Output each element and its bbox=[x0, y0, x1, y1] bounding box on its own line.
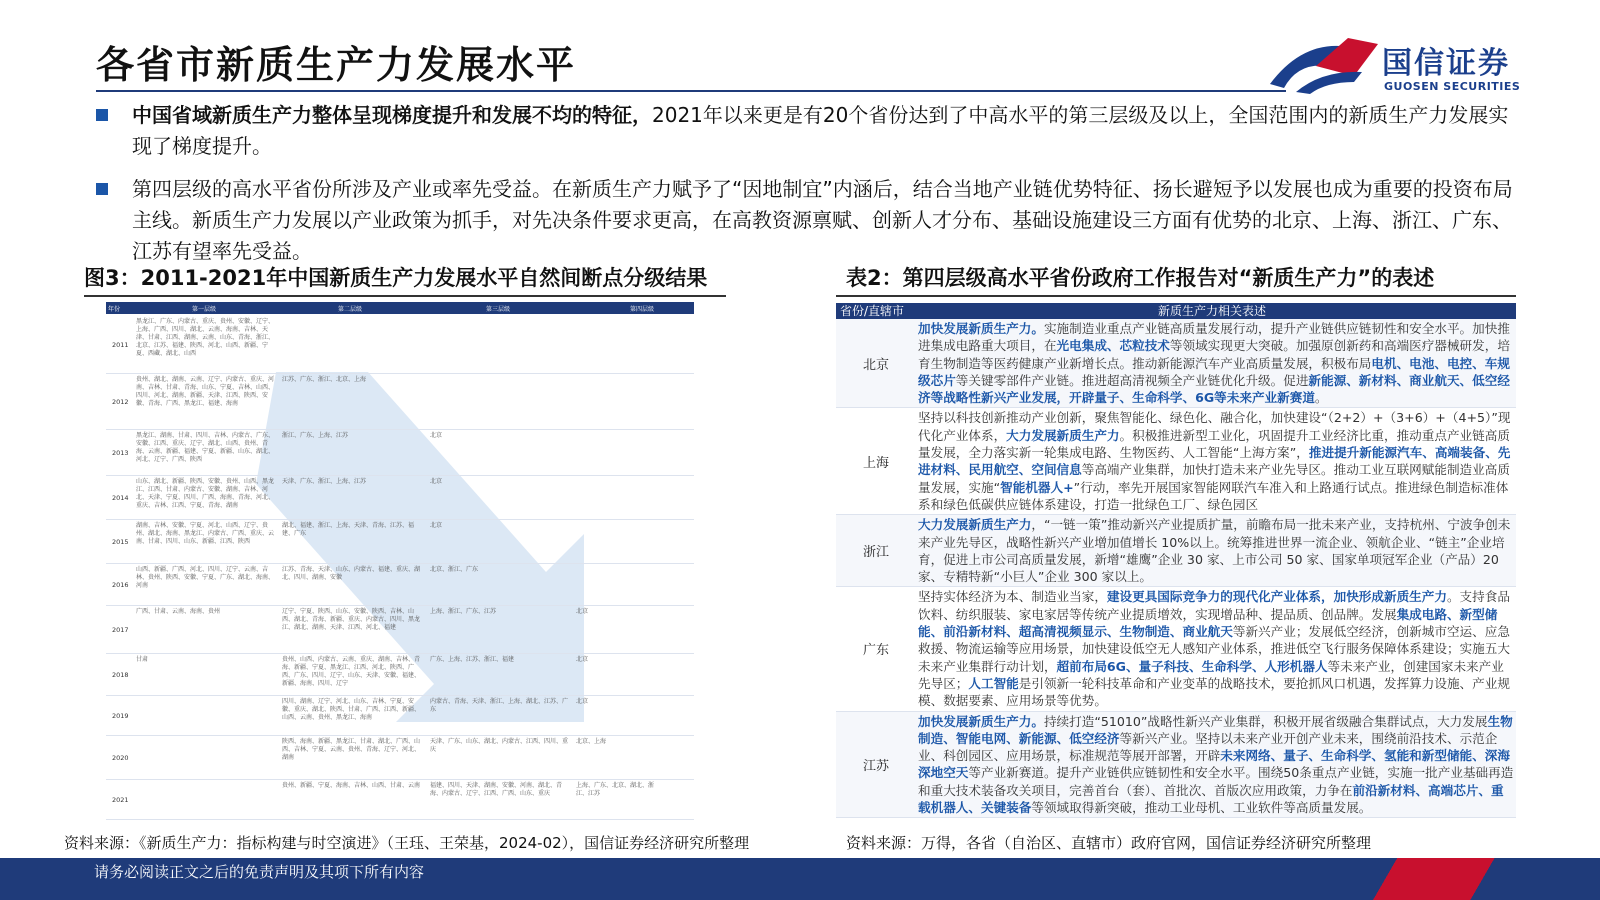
highlight-text: 光电集成、芯粒技术 bbox=[1056, 338, 1170, 354]
body-text: 。 bbox=[1314, 390, 1328, 406]
figure-tier-cell: 北京 bbox=[576, 656, 589, 663]
body-text: 。积极推进新型工业化，巩固提升工业经济比重，推动重点产业链高质量发展，全力落实新一轮集成电路、生物医药、人工智能“上海方案”， bbox=[918, 427, 1510, 461]
table-province: 上海 bbox=[862, 455, 889, 471]
figure-tier-cell: 上海、广东、北京、湖北、浙江、江苏 bbox=[576, 782, 655, 797]
source-note-right: 资料来源：万得，各省（自治区、直辖市）政府官网，国信证券经济研究所整理 bbox=[846, 834, 1372, 852]
figure-row bbox=[106, 654, 694, 696]
figure-tier-cell: 山西、新疆、广西、河北、四川、辽宁、云南、吉林、贵州、陕西、安徽、宁夏、广东、湖北、海南、河南 bbox=[136, 566, 275, 589]
highlight-text: 推进提升新能源汽车、高端装备、先进材料、民用航空、空间信息 bbox=[918, 445, 1511, 478]
table-description bbox=[916, 712, 1516, 818]
page-title: 各省市新质生产力发展水平 bbox=[96, 43, 577, 87]
figure-year: 2020 bbox=[112, 754, 129, 762]
figure-tier-cell: 北京 bbox=[576, 698, 589, 705]
figure-tier-cell: 天津、广东、浙江、上海、江苏 bbox=[282, 478, 367, 485]
figure-row bbox=[106, 430, 694, 476]
body-text: 持续打造“51010”战略性新兴产业集群，积极开展省级融合集群试点，大力发展 bbox=[1043, 713, 1488, 729]
figure-tier-cell: 福建、四川、天津、湖南、安徽、河南、湖北、青海、内蒙古、辽宁、江西、广西、山东、重庆 bbox=[430, 782, 563, 797]
highlight-text: 建设更具国际竞争力的现代化产业体系，加快形成新质生产力 bbox=[1106, 589, 1447, 605]
body-text: 是引领新一轮科技革命和产业变革的战略技术，要抢抓风口机遇，发挥算力设施、产业规模、数据要素、应用场景等优势。 bbox=[918, 675, 1510, 709]
figure-header-cell: 第一层级 bbox=[192, 306, 217, 313]
highlight-text: 电机、电池、电控、车规级芯片 bbox=[918, 355, 1510, 388]
figure-header-cell: 第二层级 bbox=[338, 306, 363, 313]
bullet-item bbox=[96, 174, 1516, 267]
figure-tier-cell: 辽宁、宁夏、陕西、山东、安徽、陕西、吉林、山西、湖北、青海、新疆、重庆、内蒙古、四川、黑龙江、湖北、湖南、天津、江西、河北、福建 bbox=[282, 608, 421, 631]
highlight-text: 前沿新材料、高端芯片、重载机器人、关键装备 bbox=[918, 782, 1504, 816]
body-text: 等新兴产业；发展低空经济，创新城市空运、应急救援、物流运输等应用场景，加快建设低空无人感知产业体系，推进低空飞行服务保障体系建设；实施五大未来产业集群行动计划， bbox=[918, 624, 1510, 674]
figure-tier-cell: 北京、上海 bbox=[576, 738, 607, 745]
table-row bbox=[836, 408, 1516, 515]
highlight-text: 集成电路、新型储能、前沿新材料、超高清视频显示、生物制造、商业航天 bbox=[918, 606, 1498, 640]
highlight-text: 大力发展新质生产力 bbox=[918, 517, 1032, 533]
table-title: 表2：第四层级高水平省份政府工作报告对“新质生产力”的表述 bbox=[846, 266, 1435, 290]
figure-year: 2015 bbox=[112, 538, 129, 546]
figure-tier-cell: 北京、浙江、广东 bbox=[430, 566, 479, 573]
figure-tier-cell: 黑龙江、湖南、甘肃、四川、吉林、内蒙古、广东、安徽、江西、重庆、辽宁、湖北、山西、贵州、青海、云南、新疆、福建、宁夏、新疆、山东、湖北、河北、辽宁、广西、陕西 bbox=[136, 432, 275, 463]
bullet-square-icon bbox=[96, 109, 108, 121]
figure-tier-cell: 湖北、福建、浙江、上海、天津、青海、江苏、福建、广东 bbox=[282, 522, 415, 537]
figure-tier-cell: 江苏、广东、浙江、北京、上海 bbox=[282, 376, 367, 383]
figure-tier-cell: 黑龙江、广东、内蒙古、重庆、贵州、安徽、辽宁、上海、广西、四川、湖北、云南、海南、吉林、天津、甘肃、江西、湖南、云南、山东、青海、浙江、北京、江苏、福建、陕西、河北、山西、新疆、宁夏、西藏、湖北、山西 bbox=[136, 318, 275, 357]
table-row bbox=[836, 712, 1516, 819]
table-row bbox=[836, 319, 1516, 408]
figure-year: 2014 bbox=[112, 494, 129, 502]
body-text: 实施制造业重点产业链高质量发展行动，提升产业链供应链韧性和安全水平。加快推进集成电路重大项目，在 bbox=[918, 321, 1510, 354]
figure-tier-cell: 甘肃 bbox=[136, 656, 149, 663]
table-province: 江苏 bbox=[862, 758, 889, 774]
table-header bbox=[836, 303, 1516, 319]
figure-tier-cell: 贵州、山西、内蒙古、云南、重庆、湖南、吉林、青海、新疆、宁夏、黑龙江、江西、河北、陕西、广西、广东、四川、辽宁、山东、天津、安徽、福建、新疆、海南、四川、辽宁 bbox=[282, 656, 421, 687]
title-divider bbox=[96, 90, 1286, 92]
table-province: 广东 bbox=[862, 643, 889, 659]
body-text: ，“一链一策”推动新兴产业提质扩量，前瞻布局一批未来产业，支持杭州、宁波争创未来产业先导区，战略性新兴产业增加值增长 10%以上。统筹推进世界一流企业、领航企业、“链主”企业培育，促进上市公司高质量发展，新增“雄鹰”企业 30 家、上市公司 50 家、国家单项冠军企业（产品）20 家、专精特新“小巨人”企业 300 家以上。 bbox=[918, 517, 1511, 585]
tier-classification-figure bbox=[106, 302, 694, 822]
highlight-text: 未来网络、量子、生命科学、氢能和新型储能、深海深地空天 bbox=[918, 748, 1510, 781]
figure-year: 2016 bbox=[112, 581, 129, 589]
figure-header bbox=[106, 302, 694, 314]
figure-year: 2011 bbox=[112, 341, 129, 349]
highlight-text: 超前布局6G、量子科技、生命科学、人形机器人 bbox=[1056, 658, 1328, 674]
figure-tier-cell: 内蒙古、青海、天津、浙江、上海、湖北、江苏、广东 bbox=[430, 698, 569, 713]
body-text: 坚持实体经济为本、制造业当家， bbox=[918, 589, 1107, 605]
body-text: ”行动，率先开展国家智能网联汽车准入和上路通行试点。推进绿色制造标准体系和绿色低碳供应链体系建设，打造一批绿色工厂、绿色园区 bbox=[918, 479, 1509, 512]
company-logo bbox=[1270, 36, 1530, 96]
highlight-text: 加快发展新质生产力。 bbox=[918, 713, 1044, 729]
figure-tier-cell: 江苏、青海、天津、山东、内蒙古、福建、重庆、湖北、四川、湖南、安徽 bbox=[282, 566, 421, 581]
figure-tier-cell: 北京 bbox=[430, 522, 443, 529]
bullet-item bbox=[96, 100, 1516, 162]
figure-row bbox=[106, 316, 694, 374]
figure-divider bbox=[84, 295, 726, 297]
figure-header-cell: 第四层级 bbox=[630, 306, 655, 313]
source-note-left: 资料来源：《新质生产力：指标构建与时空演进》（王珏、王荣基，2024-02），国信证券经济研究所整理 bbox=[64, 834, 750, 852]
figure-tier-cell: 北京 bbox=[576, 608, 589, 615]
figure-tier-cell: 浙江、广东、上海、江苏 bbox=[282, 432, 349, 439]
table-row bbox=[836, 587, 1516, 711]
highlight-text: 新能源、新材料、商业航天、低空经济等战略性新兴产业发展，开辟量子、生命科学、6G等未来产业新赛道 bbox=[918, 372, 1510, 406]
body-text: 坚持以科技创新推动产业创新，聚焦智能化、绿色化、融合化，加快建设“（2+2）+（3+6）+（4+5）”现代化产业体系， bbox=[918, 410, 1511, 443]
body-text: 等领域实现更大突破。加强原创新药和高端医疗器械研发，培育生物制造等医药健康产业新增长点。推动新能源汽车产业高质量发展，积极布局 bbox=[918, 338, 1510, 371]
figure-tier-cell: 上海、浙江、广东、江苏 bbox=[430, 608, 497, 615]
policy-table bbox=[836, 303, 1516, 818]
figure-year: 2013 bbox=[112, 449, 129, 457]
bullet-text: 第四层级的高水平省份所涉及产业或率先受益。在新质生产力赋予了“因地制宜”内涵后，结合当地产业链优势特征、扬长避短予以发展也成为重要的投资布局主线。新质生产力发展以产业政策为抓手，对先决条件要求更高，在高教资源禀赋、创新人才分布、基础设施建设三方面有优势的北京、上海、浙江、广东、江苏有望率先受益。 bbox=[132, 177, 1513, 263]
figure-row bbox=[106, 780, 694, 820]
highlight-text: 加快发展新质生产力。 bbox=[918, 321, 1044, 336]
figure-year: 2018 bbox=[112, 671, 129, 679]
bullet-text: 2021年以来更是有20个省份达到了中高水平的第三层级及以上，全国范围内的新质生产力发展实现了梯度提升。 bbox=[132, 103, 1509, 158]
table-description bbox=[916, 515, 1516, 586]
logo-text-en: GUOSEN SECURITIES bbox=[1384, 80, 1521, 93]
table-province: 北京 bbox=[862, 357, 889, 373]
figure-year: 2012 bbox=[112, 398, 129, 406]
body-text: 等未来产业，创建国家未来产业先导区； bbox=[918, 658, 1504, 691]
body-text: 。支持食品饮料、纺织服装、家电家居等传统产业提质增效，实现增品种、提品质、创品牌。发展 bbox=[918, 589, 1510, 622]
header-description: 新质生产力相关表述 bbox=[1158, 304, 1267, 318]
figure-row bbox=[106, 696, 694, 736]
table-divider bbox=[836, 295, 1516, 297]
figure-row bbox=[106, 520, 694, 564]
figure-tier-cell: 四川、湖南、辽宁、河北、山东、吉林、宁夏、安徽、重庆、湖北、陕西、甘肃、广西、江西、新疆、山西、云南、贵州、黑龙江、海南 bbox=[282, 698, 421, 721]
body-text: 等高端产业集群，加快打造未来产业先导区。推动工业互联网赋能制造业高质量发展，实施“ bbox=[918, 462, 1510, 495]
figure-tier-cell: 湖南、吉林、安徽、宁夏、河北、山西、辽宁、贵州、湖北、海南、黑龙江、内蒙古、广西、重庆、云南、甘肃、四川、山东、新疆、江西、陕西 bbox=[136, 522, 275, 545]
figure-row bbox=[106, 606, 694, 654]
highlight-text: 人工智能 bbox=[968, 675, 1019, 691]
figure-year: 2017 bbox=[112, 626, 129, 634]
highlight-text: 智能机器人+ bbox=[1000, 479, 1074, 495]
figure-year: 2021 bbox=[112, 796, 129, 804]
figure-tier-cell: 北京 bbox=[430, 478, 443, 485]
bullet-square-icon bbox=[96, 183, 108, 195]
body-text: 等新兴产业。坚持以未来产业开创产业未来，围绕前沿技术、示范企业、科创园区、应用场景，标准规范等展开部署，开辟 bbox=[918, 730, 1498, 764]
highlight-text: 大力发展新质生产力 bbox=[1006, 427, 1120, 443]
figure-tier-cell: 广西、甘肃、云南、海南、贵州 bbox=[136, 608, 221, 615]
figure-row bbox=[106, 736, 694, 780]
body-text: 等产业新赛道。提升产业链供应链韧性和安全水平。围绕50条重点产业链，实施一批产业基础再造和重大技术装备攻关项目，完善首台（套）、首批次、首版次应用政策，力争在 bbox=[918, 765, 1514, 798]
figure-tier-cell: 贵州、湖北、湖南、云南、辽宁、内蒙古、重庆、河南、吉林、甘肃、青海、山东、宁夏、吉林、山西、四川、河北、湖南、新疆、天津、江西、陕西、安徽、青海、广西、黑龙江、福建、海南 bbox=[136, 376, 275, 407]
figure-tier-cell: 天津、广东、山东、湖北、内蒙古、江西、四川、重庆 bbox=[430, 738, 569, 753]
logo-text-cn: 国信证券 bbox=[1382, 46, 1510, 81]
figure-row bbox=[106, 374, 694, 430]
header-province: 省份/直辖市 bbox=[840, 304, 905, 318]
figure-tier-cell: 山东、湖北、新疆、陕西、安徽、贵州、山西、黑龙江、江西、甘肃、内蒙古、安徽、湖南、吉林、河北、天津、宁夏、四川、广西、海南、青海、河北、重庆、吉林、江西、宁夏、青海、湖南 bbox=[136, 478, 275, 509]
table-description bbox=[916, 587, 1516, 710]
figure-year: 2019 bbox=[112, 712, 129, 720]
body-text: 等领域取得新突破，推动工业母机、工业软件等高质量发展。 bbox=[1031, 800, 1372, 816]
footer-disclaimer: 请务必阅读正文之后的免责声明及其项下所有内容 bbox=[94, 863, 425, 881]
logo-mark-icon bbox=[1270, 36, 1378, 96]
figure-row bbox=[106, 476, 694, 520]
table-description bbox=[916, 408, 1516, 514]
table-description bbox=[916, 319, 1516, 407]
figure-header-cell: 年份 bbox=[108, 306, 121, 313]
figure-tier-cell: 北京 bbox=[430, 432, 443, 439]
bullet-list bbox=[96, 100, 1516, 279]
figure-tier-cell: 广东、上海、江苏、浙江、福建 bbox=[430, 656, 515, 663]
footer-accent bbox=[1300, 858, 1600, 900]
figure-header-cell: 第三层级 bbox=[486, 306, 511, 313]
figure-tier-cell: 贵州、新疆、宁夏、海南、吉林、山西、甘肃、云南 bbox=[282, 782, 421, 789]
figure-title: 图3：2011-2021年中国新质生产力发展水平自然间断点分级结果 bbox=[84, 266, 708, 290]
bullet-bold-text: 中国省域新质生产力整体呈现梯度提升和发展不均的特征， bbox=[132, 103, 652, 127]
table-row bbox=[836, 515, 1516, 587]
body-text: 等关键零部件产业链。推进超高清视频全产业链优化升级。促进 bbox=[955, 372, 1309, 388]
highlight-text: 生物制造、智能电网、新能源、低空经济 bbox=[918, 713, 1513, 746]
figure-tier-cell: 陕西、海南、新疆、黑龙江、甘肃、湖北、广西、山西、吉林、宁夏、云南、贵州、青海、辽宁、河北、湖南 bbox=[282, 738, 421, 761]
figure-row bbox=[106, 564, 694, 606]
table-province: 浙江 bbox=[862, 545, 889, 561]
